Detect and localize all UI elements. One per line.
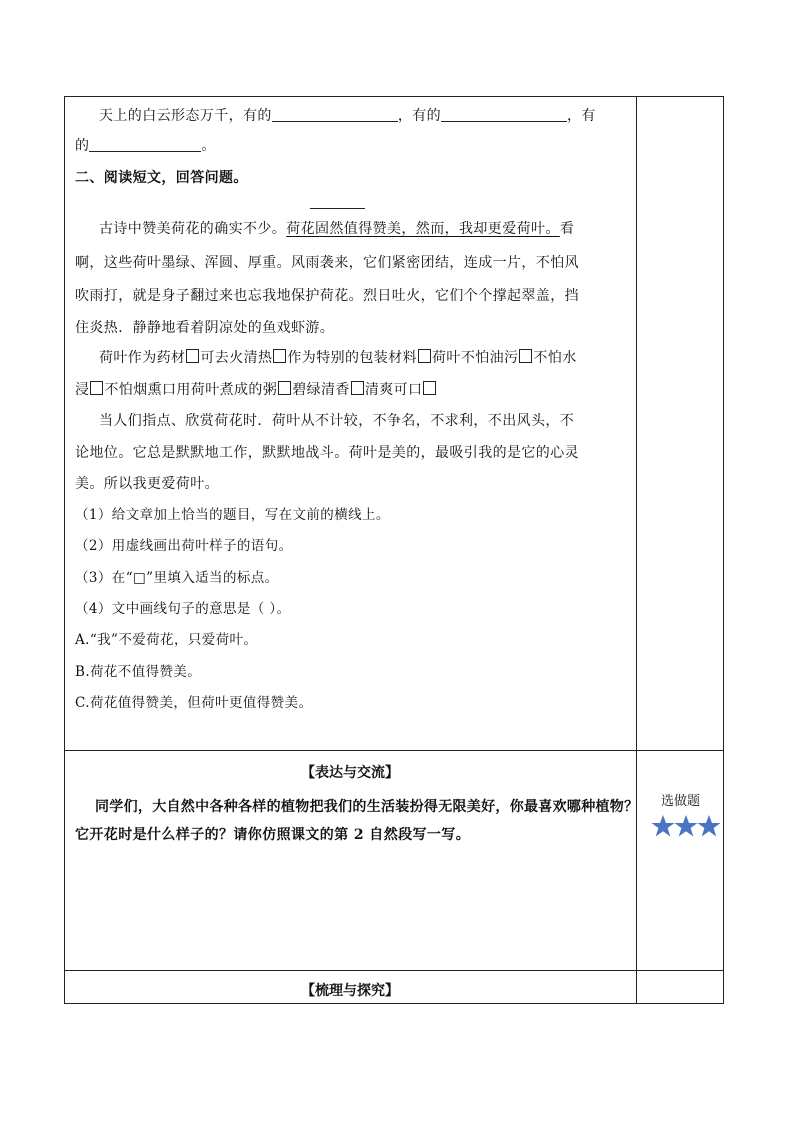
punctuation-box[interactable] <box>418 349 431 363</box>
passage-p1-line4: 住炎热．静静地看着阴凉处的鱼戏虾游。 <box>75 320 335 336</box>
passage-text: 作为特别的包装材料 <box>287 350 418 366</box>
table-border-left <box>64 96 65 1004</box>
passage-text: 古诗中赞美荷花的确实不少。 <box>99 221 287 237</box>
star-icon <box>651 814 675 838</box>
title-answer-line[interactable] <box>310 208 365 209</box>
option-c: C.荷花值得赞美，但荷叶更值得赞美。 <box>75 695 313 711</box>
row-divider-express <box>64 750 724 751</box>
row-divider-explore <box>64 970 724 971</box>
table-border-bottom <box>64 1003 724 1004</box>
question-4: （4）文中画线句子的意思是（ ）。 <box>75 601 291 617</box>
question-3: （3）在“□”里填入适当的标点。 <box>75 570 279 586</box>
cloud-sentence-line1 <box>99 105 596 125</box>
table-border-right <box>723 96 724 1004</box>
passage-p1-line1 <box>99 218 574 238</box>
underlined-sentence: 荷花固然值得赞美，然而，我却更爱荷叶。 <box>286 221 560 237</box>
section-heading-reading: 二、阅读短文，回答问题。 <box>75 170 248 186</box>
punctuation-box[interactable] <box>273 349 286 363</box>
punctuation-box[interactable] <box>278 381 291 395</box>
cloud-sentence-line2 <box>75 135 216 155</box>
passage-text: 浸 <box>75 382 90 398</box>
answer-blank[interactable] <box>272 107 398 122</box>
punctuation-box[interactable] <box>90 381 103 395</box>
punctuation-box[interactable] <box>351 381 364 395</box>
section-heading-express: 【表达与交流】 <box>301 765 399 781</box>
passage-p1-line2: 啊，这些荷叶墨绿、浑圆、厚重。风雨袭来，它们紧密团结，连成一片，不怕风 <box>75 255 579 271</box>
passage-text: 不怕烟熏口用荷叶煮成的粥 <box>104 382 278 398</box>
express-prompt-line2: 它开花时是什么样子的？请你仿照课文的第 2 自然段写一写。 <box>75 827 471 843</box>
optional-task-label: 选做题 <box>661 794 701 809</box>
cloud-sentence-text: 天上的白云形态万千，有的 <box>99 108 272 124</box>
passage-p3-line3: 美。所以我更爱荷叶。 <box>75 476 219 492</box>
passage-text: 不怕水 <box>533 350 577 366</box>
passage-text: 碧绿清香 <box>292 382 350 398</box>
question-2: （2）用虚线画出荷叶样子的语句。 <box>75 538 293 554</box>
cloud-sentence-text: ，有的 <box>397 108 442 124</box>
passage-p3-line2: 论地位。它总是默默地工作，默默地战斗。荷叶是美的，最吸引我的是它的心灵 <box>75 445 579 461</box>
answer-blank[interactable] <box>441 107 567 122</box>
passage-p3-line1: 当人们指点、欣赏荷花时．荷叶从不计较，不争名，不求利，不出风头，不 <box>99 413 575 429</box>
cloud-sentence-text: 的 <box>75 138 90 154</box>
table-border-top <box>64 96 724 97</box>
passage-text: 可去火清热 <box>200 350 273 366</box>
punctuation-box[interactable] <box>519 349 532 363</box>
passage-p1-line3: 吹雨打，就是身子翻过来也忘我地保护荷花。烈日吐火，它们个个撑起翠盖，挡 <box>75 288 579 304</box>
star-icon <box>697 814 721 838</box>
question-1: （1）给文章加上恰当的题目，写在文前的横线上。 <box>75 507 390 523</box>
table-column-divider <box>636 96 637 1004</box>
section-heading-explore: 【梳理与探究】 <box>301 983 399 999</box>
answer-blank[interactable] <box>89 137 201 152</box>
option-b: B.荷花不值得赞美。 <box>75 664 202 680</box>
passage-text: 荷叶作为药材 <box>99 350 186 366</box>
passage-p2-line2 <box>75 379 437 399</box>
option-a: A.“我”不爱荷花，只爱荷叶。 <box>75 632 258 648</box>
cloud-sentence-text: 。 <box>201 138 216 154</box>
star-icon <box>674 814 698 838</box>
passage-p2-line1 <box>99 347 577 367</box>
passage-text: 荷叶不怕油污 <box>432 350 519 366</box>
express-prompt-line1: 同学们，大自然中各种各样的植物把我们的生活装扮得无限美好，你最喜欢哪种植物？ <box>95 799 639 815</box>
punctuation-box[interactable] <box>186 349 199 363</box>
passage-text: 看 <box>559 221 575 237</box>
cloud-sentence-text: ，有 <box>567 108 596 124</box>
passage-text: 清爽可口 <box>364 382 423 398</box>
punctuation-box[interactable] <box>423 381 436 395</box>
